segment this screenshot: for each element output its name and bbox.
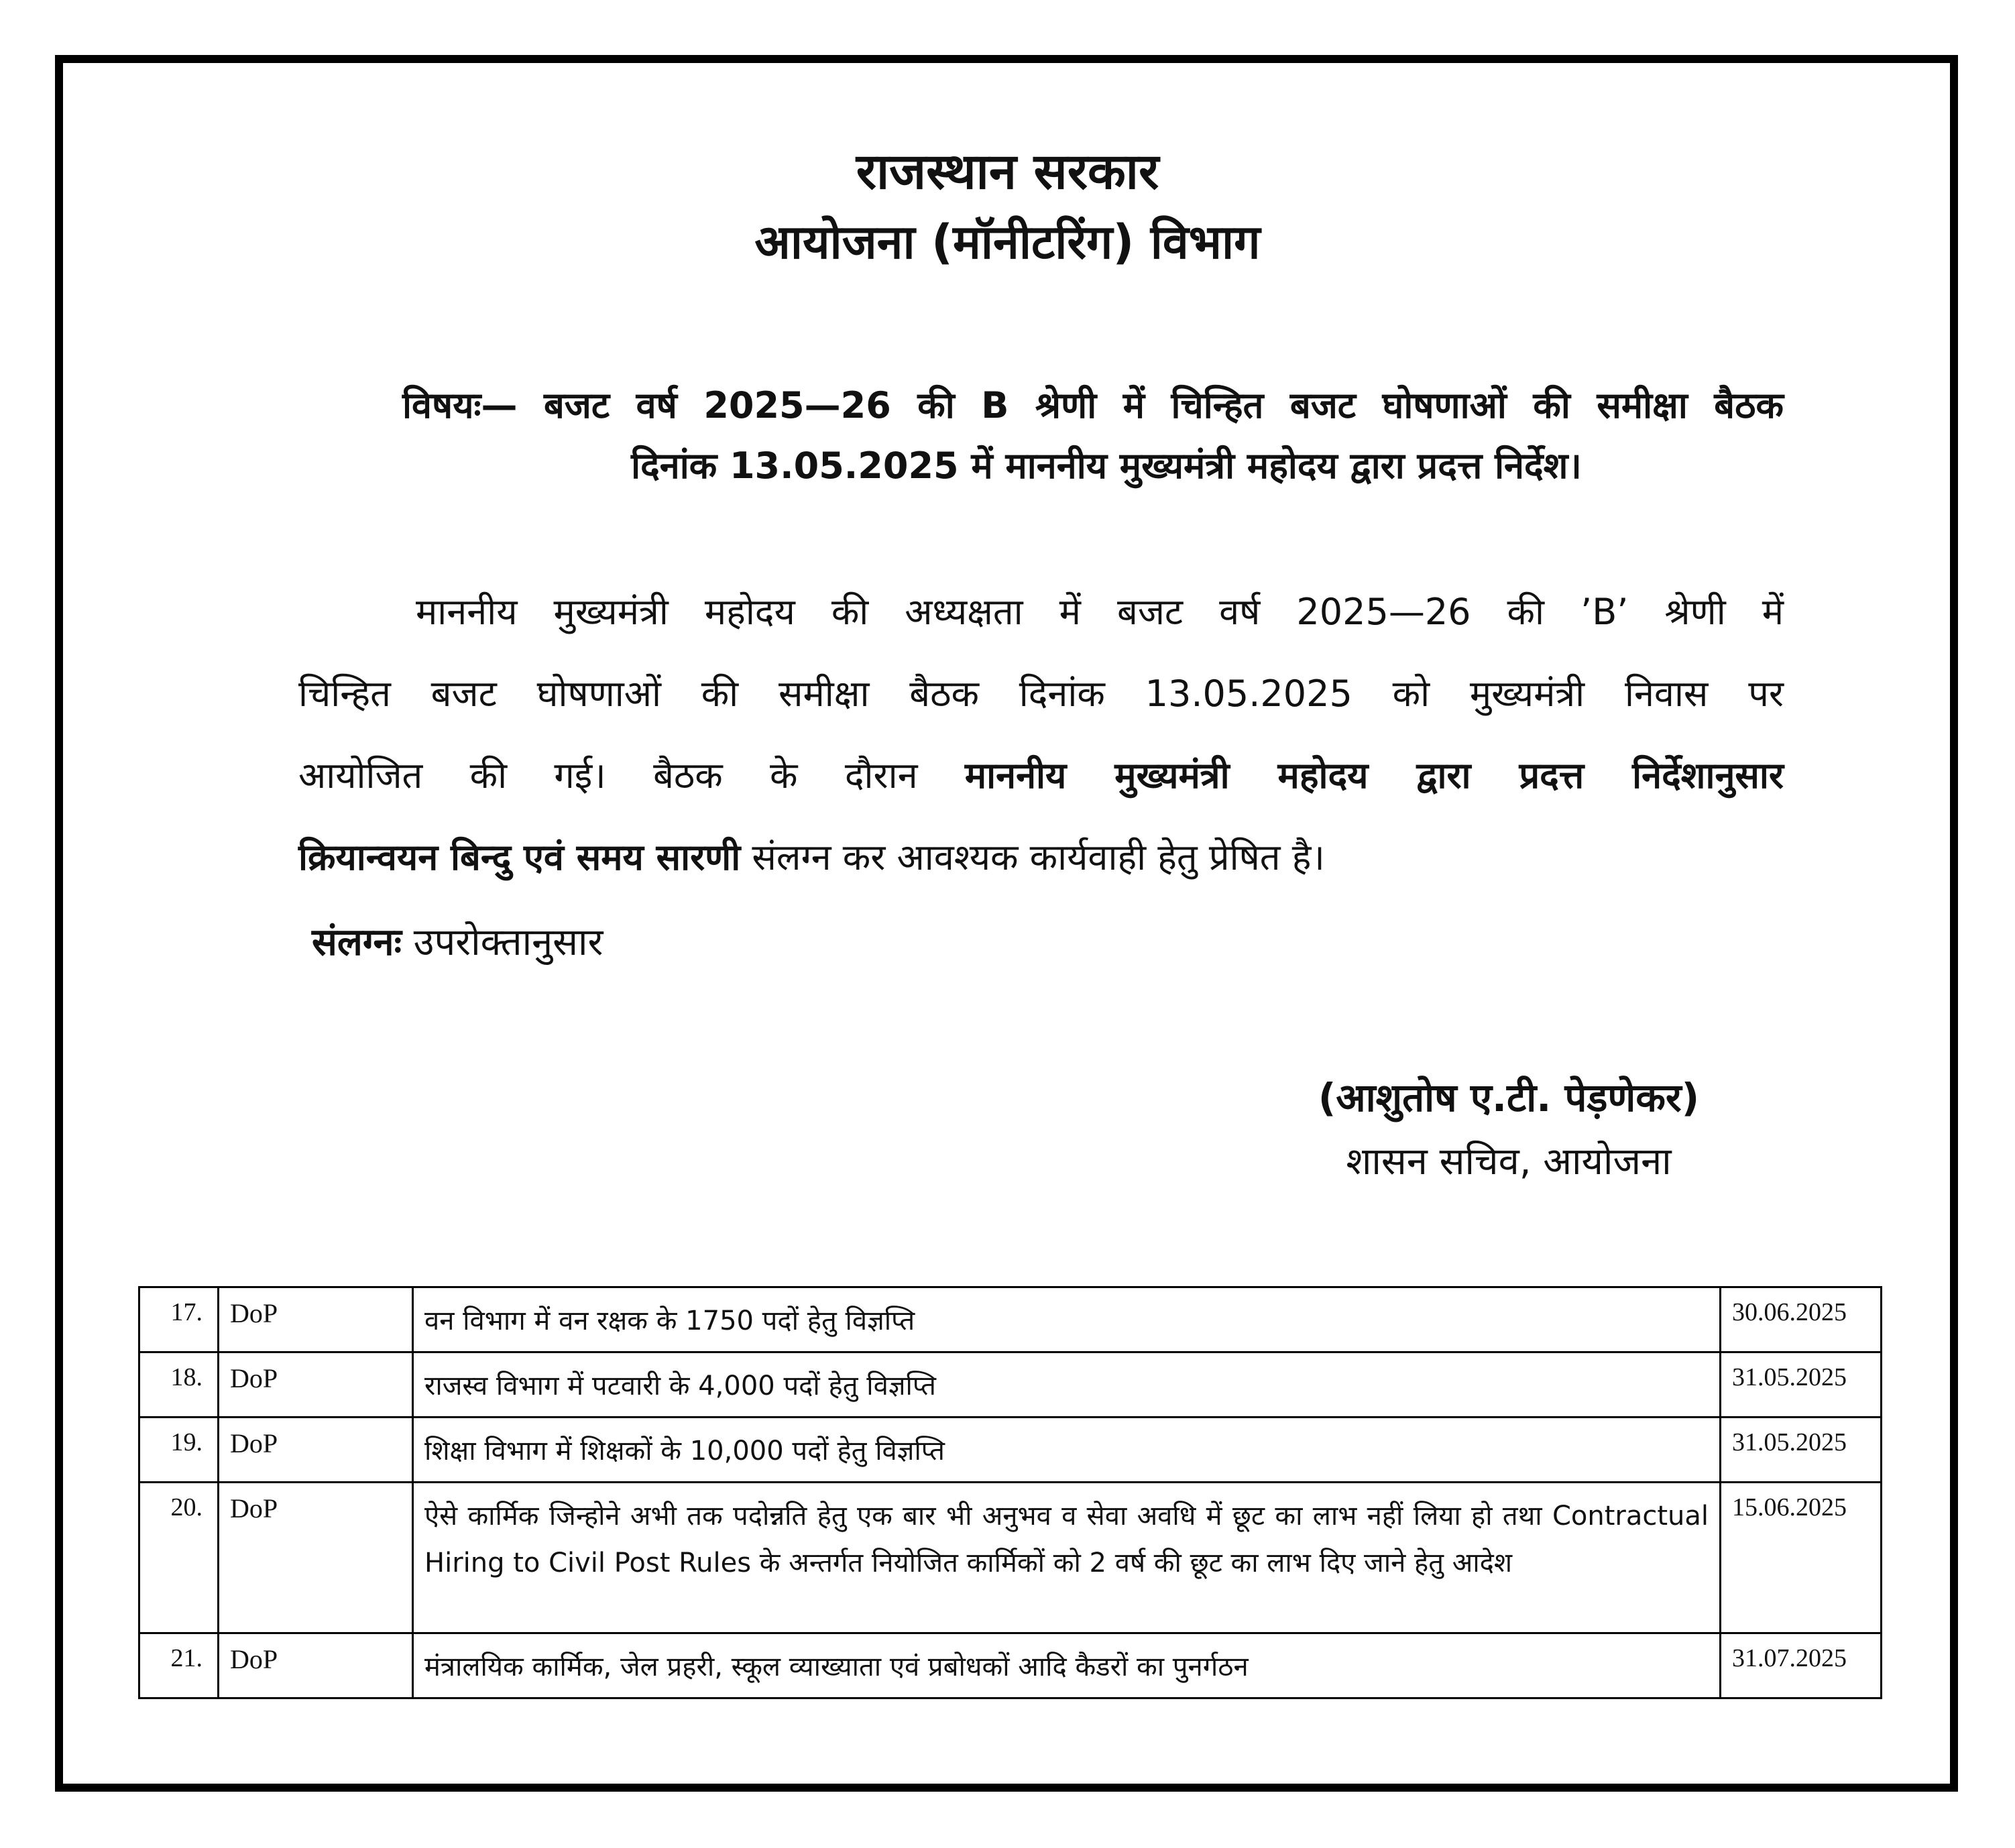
row-number: 21. [139, 1633, 219, 1698]
body-line-4 [298, 817, 1784, 899]
row-date: 31.07.2025 [1721, 1633, 1882, 1698]
enclosure-value: उपरोक्तानुसार [401, 921, 603, 964]
body-line-3-plain: आयोजित की गई। बैठक के दौरान [298, 754, 965, 797]
row-department: DoP [219, 1287, 413, 1352]
table-row [139, 1633, 1882, 1698]
action-points-table [138, 1286, 1882, 1699]
row-department: DoP [219, 1633, 413, 1698]
row-date: 31.05.2025 [1721, 1418, 1882, 1483]
subject-line-2: दिनांक 13.05.2025 में माननीय मुख्यमंत्री महोदय द्वारा प्रदत्त निर्देश। [631, 445, 1582, 487]
body-line-4-bold: क्रियान्वयन बिन्दु एवं समय सारणी [298, 836, 741, 878]
table-row [139, 1483, 1882, 1633]
department-title: आयोजना (मॉनीटरिंग) विभाग [754, 215, 1261, 270]
body-line-3-bold: माननीय मुख्यमंत्री महोदय द्वारा प्रदत्त निर्देशानुसार [964, 754, 1784, 797]
row-department: DoP [219, 1418, 413, 1483]
signature-block [1261, 1070, 1757, 1186]
body-line-4-plain: संलग्न कर आवश्यक कार्यवाही हेतु प्रेषित है। [740, 836, 1325, 878]
row-number: 18. [139, 1352, 219, 1418]
row-description: मंत्रालयिक कार्मिक, जेल प्रहरी, स्कूल व्याख्याता एवं प्रबोधकों आदि कैडरों का पुनर्गठन [413, 1633, 1721, 1698]
body-paragraph [298, 571, 1784, 899]
table-row [139, 1352, 1882, 1418]
government-title: राजस्थान सरकार [856, 143, 1159, 200]
signatory-name: (आशुतोष ए.टी. पेड़णेकर) [1318, 1075, 1700, 1120]
row-number: 19. [139, 1418, 219, 1483]
body-line-1: माननीय मुख्यमंत्री महोदय की अध्यक्षता में बजट वर्ष 2025—26 की ’B’ श्रेणी में [416, 591, 1784, 633]
row-date: 30.06.2025 [1721, 1287, 1882, 1352]
signatory-designation: शासन सचिव, आयोजना [1346, 1140, 1672, 1183]
enclosure-label: संलग्नः [312, 921, 402, 964]
table-row [139, 1287, 1882, 1352]
row-description: ऐसे कार्मिक जिन्होने अभी तक पदोन्नति हेतु एक बार भी अनुभव व सेवा अवधि में छूट का लाभ नहीं लिया हो तथा Contractual Hiring to Civil Post Rules के अन्तर्गत नियोजित कार्मिकों को 2 वर्ष की छूट का लाभ दिए जाने हेतु आदेश [413, 1483, 1721, 1633]
row-department: DoP [219, 1352, 413, 1418]
body-line-3 [298, 735, 1784, 817]
body-line-2: चिन्हित बजट घोषणाओं की समीक्षा बैठक दिनांक 13.05.2025 को मुख्यमंत्री निवास पर [298, 673, 1784, 715]
row-description: राजस्व विभाग में पटवारी के 4,000 पदों हेतु विज्ञप्ति [413, 1352, 1721, 1418]
row-description: शिक्षा विभाग में शिक्षकों के 10,000 पदों हेतु विज्ञप्ति [413, 1418, 1721, 1483]
row-number: 20. [139, 1483, 219, 1633]
row-description: वन विभाग में वन रक्षक के 1750 पदों हेतु विज्ञप्ति [413, 1287, 1721, 1352]
row-date: 31.05.2025 [1721, 1352, 1882, 1418]
enclosure-line [312, 915, 603, 966]
table-row [139, 1418, 1882, 1483]
subject-line-1: विषयः— बजट वर्ष 2025—26 की B श्रेणी में चिन्हित बजट घोषणाओं की समीक्षा बैठक [402, 384, 1784, 426]
subject-block [402, 376, 1784, 496]
row-department: DoP [219, 1483, 413, 1633]
row-date: 15.06.2025 [1721, 1483, 1882, 1633]
row-number: 17. [139, 1287, 219, 1352]
